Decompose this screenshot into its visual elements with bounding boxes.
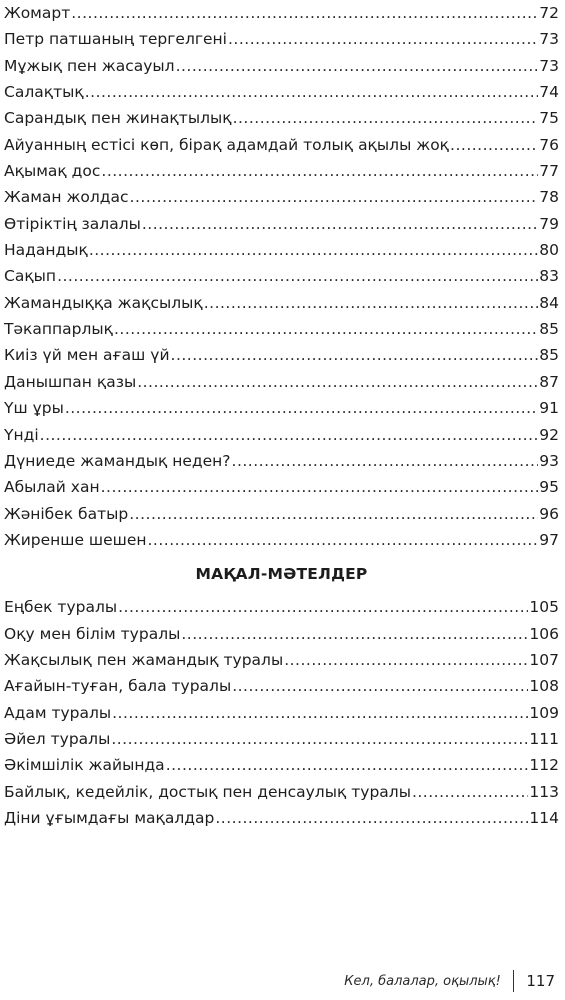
dot-leader	[101, 474, 539, 500]
toc-entry-page: 73	[539, 30, 559, 49]
dot-leader	[215, 805, 528, 831]
toc-entry-title: Еңбек туралы	[4, 598, 118, 617]
toc-entry-page: 80	[539, 241, 559, 260]
toc-entry-title: Оқу мен білім туралы	[4, 624, 181, 643]
dot-leader	[85, 79, 539, 105]
dot-leader	[284, 647, 528, 673]
toc-entry-title: Сарандық пен жинақтылық	[4, 109, 232, 128]
toc-list-stories	[4, 0, 559, 553]
toc-entry[interactable]	[4, 342, 559, 368]
toc-entry[interactable]	[4, 184, 559, 210]
toc-entry-page: 91	[539, 399, 559, 418]
table-of-contents	[4, 0, 559, 831]
toc-entry-title: Данышпан қазы	[4, 372, 137, 391]
toc-entry-title: Надандық	[4, 241, 88, 260]
toc-entry-title: Тәкаппарлық	[4, 320, 113, 339]
toc-entry[interactable]	[4, 647, 559, 673]
toc-entry-page: 76	[539, 135, 559, 154]
toc-entry-page: 114	[529, 808, 559, 827]
toc-entry-title: Байлық, кедейлік, достық пен денсаулық туралы	[4, 782, 411, 801]
page-footer	[344, 968, 555, 994]
toc-entry-title: Абылай хан	[4, 478, 100, 497]
toc-entry[interactable]	[4, 779, 559, 805]
dot-leader	[166, 752, 529, 778]
toc-entry-page: 84	[539, 293, 559, 312]
toc-entry[interactable]	[4, 673, 559, 699]
dot-leader	[118, 594, 528, 620]
toc-entry[interactable]	[4, 448, 559, 474]
toc-entry[interactable]	[4, 26, 559, 52]
toc-entry-page: 107	[529, 650, 559, 669]
toc-entry-title: Мұжық пен жасауыл	[4, 56, 175, 75]
dot-leader	[232, 448, 539, 474]
dot-leader	[89, 237, 538, 263]
toc-entry-page: 113	[529, 782, 559, 801]
toc-entry-page: 87	[539, 372, 559, 391]
toc-entry-title: Жиренше шешен	[4, 530, 147, 549]
toc-entry-title: Ағайын-туған, бала туралы	[4, 677, 232, 696]
toc-entry-title: Адам туралы	[4, 703, 112, 722]
dot-leader	[176, 53, 539, 79]
toc-entry-page: 85	[539, 346, 559, 365]
dot-leader	[137, 369, 538, 395]
toc-entry-page: 93	[539, 451, 559, 470]
toc-entry-title: Әкімшілік жайында	[4, 756, 165, 775]
footer-motto: Кел, балалар, оқылық!	[344, 973, 501, 989]
page-number: 117	[526, 972, 555, 990]
toc-entry[interactable]	[4, 422, 559, 448]
toc-entry-title: Жомарт	[4, 4, 71, 22]
dot-leader	[129, 501, 538, 527]
dot-leader	[233, 105, 539, 131]
toc-entry-title: Жамандыққа жақсылық	[4, 293, 203, 312]
section-heading: МАҚАЛ-МӘТЕЛДЕР	[195, 565, 368, 584]
dot-leader	[232, 673, 528, 699]
dot-leader	[40, 422, 539, 448]
dot-leader	[130, 184, 539, 210]
toc-entry-title: Дүниеде жамандық неден?	[4, 451, 231, 470]
dot-leader	[204, 290, 539, 316]
toc-entry[interactable]	[4, 132, 559, 158]
toc-entry-title: Айуанның естісі көп, бірақ адамдай толық ақылы жоқ	[4, 135, 450, 154]
toc-entry[interactable]	[4, 700, 559, 726]
dot-leader	[71, 0, 538, 26]
dot-leader	[412, 779, 528, 805]
toc-entry-title: Жақсылық пен жамандық туралы	[4, 650, 284, 669]
toc-entry[interactable]	[4, 527, 559, 553]
toc-entry[interactable]	[4, 594, 559, 620]
toc-entry[interactable]	[4, 105, 559, 131]
toc-entry[interactable]	[4, 211, 559, 237]
toc-entry-page: 111	[529, 729, 559, 748]
toc-entry-title: Сақып	[4, 267, 57, 286]
toc-entry-page: 96	[539, 504, 559, 523]
toc-entry-page: 73	[539, 56, 559, 75]
dot-leader	[101, 158, 538, 184]
dot-leader	[181, 621, 528, 647]
toc-entry-page: 85	[539, 320, 559, 339]
dot-leader	[450, 132, 538, 158]
toc-entry-title: Киіз үй мен ағаш үй	[4, 346, 170, 365]
toc-entry-page: 112	[529, 756, 559, 775]
toc-entry[interactable]	[4, 474, 559, 500]
toc-entry-page: 108	[529, 677, 559, 696]
toc-entry-title: Жәнібек батыр	[4, 504, 129, 523]
toc-entry[interactable]	[4, 726, 559, 752]
toc-entry[interactable]	[4, 805, 559, 831]
toc-entry[interactable]	[4, 0, 559, 26]
dot-leader	[114, 316, 538, 342]
toc-entry-page: 95	[539, 478, 559, 497]
dot-leader	[65, 395, 538, 421]
toc-entry[interactable]	[4, 79, 559, 105]
toc-entry[interactable]	[4, 237, 559, 263]
toc-entry-title: Жаман жолдас	[4, 188, 129, 207]
toc-entry-title: Әйел туралы	[4, 729, 111, 748]
toc-entry-page: 92	[539, 425, 559, 444]
dot-leader	[142, 211, 538, 237]
dot-leader	[171, 342, 539, 368]
toc-entry[interactable]	[4, 621, 559, 647]
toc-entry-page: 97	[539, 530, 559, 549]
toc-entry-title: Петр патшаның тергелгені	[4, 30, 227, 49]
toc-list-proverbs	[4, 594, 559, 831]
toc-entry-page: 72	[539, 4, 559, 22]
toc-entry-title: Салақтық	[4, 83, 84, 102]
dot-leader	[112, 700, 528, 726]
toc-entry-page: 105	[529, 598, 559, 617]
toc-entry[interactable]	[4, 53, 559, 79]
toc-entry-title: Ақымақ дос	[4, 162, 101, 181]
toc-entry[interactable]	[4, 316, 559, 342]
toc-entry-title: Үнді	[4, 425, 39, 444]
toc-entry[interactable]	[4, 369, 559, 395]
footer-divider	[513, 970, 515, 992]
toc-entry-title: Өтіріктің залалы	[4, 214, 141, 233]
toc-entry-page: 77	[539, 162, 559, 181]
toc-entry[interactable]	[4, 290, 559, 316]
toc-entry-page: 83	[539, 267, 559, 286]
toc-entry-title: Діни ұғымдағы мақалдар	[4, 808, 215, 827]
dot-leader	[228, 26, 538, 52]
toc-entry-page: 79	[539, 214, 559, 233]
dot-leader	[111, 726, 528, 752]
toc-entry-page: 75	[539, 109, 559, 128]
toc-entry[interactable]	[4, 395, 559, 421]
toc-entry[interactable]	[4, 158, 559, 184]
toc-entry[interactable]	[4, 501, 559, 527]
toc-entry-page: 74	[539, 83, 559, 102]
toc-entry-page: 109	[529, 703, 559, 722]
toc-entry[interactable]	[4, 263, 559, 289]
toc-entry-page: 106	[529, 624, 559, 643]
dot-leader	[148, 527, 539, 553]
dot-leader	[57, 263, 538, 289]
toc-entry-title: Үш ұры	[4, 399, 64, 418]
toc-entry[interactable]	[4, 752, 559, 778]
toc-entry-page: 78	[539, 188, 559, 207]
